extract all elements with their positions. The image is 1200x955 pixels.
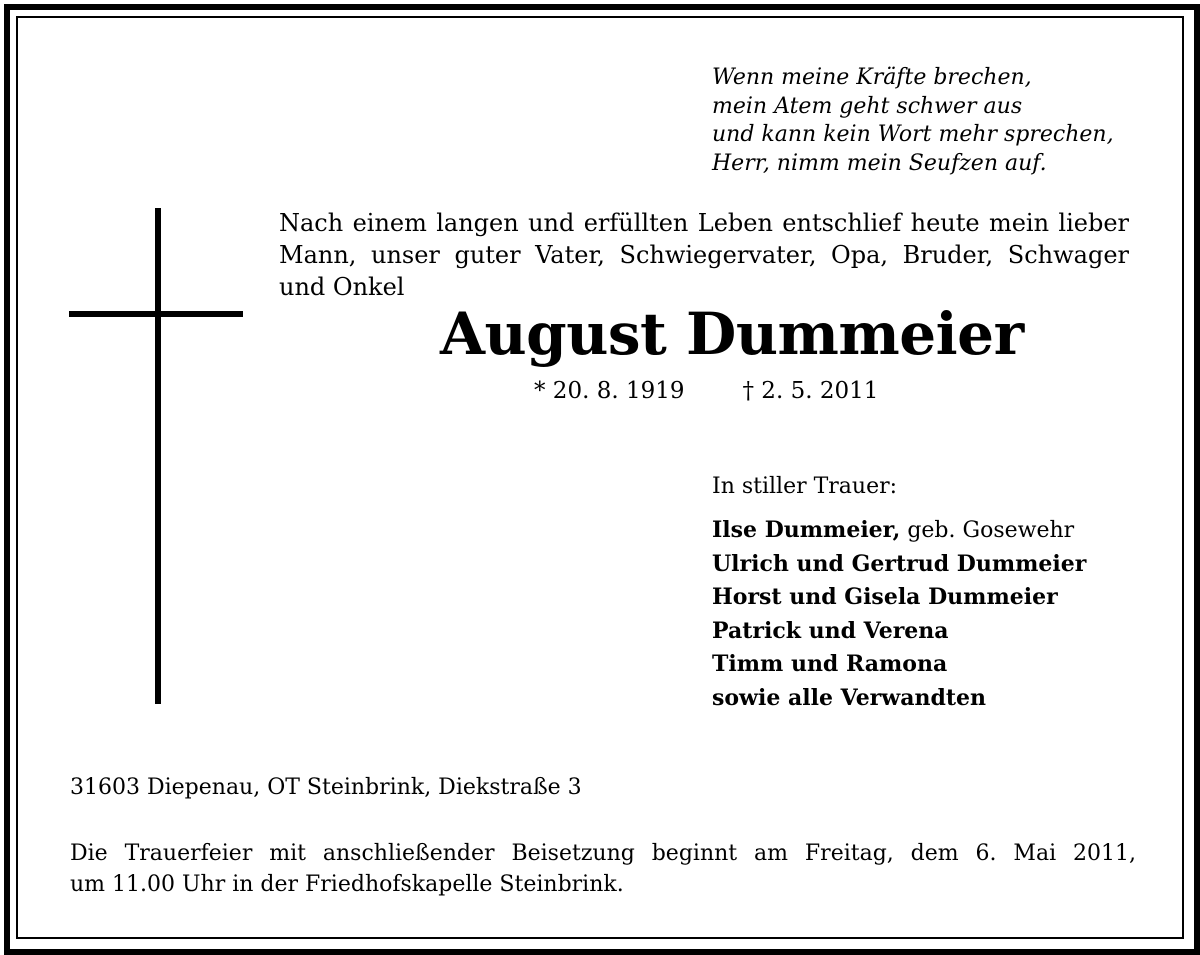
- mourner-name: Horst und Gisela Dummeier: [712, 584, 1058, 610]
- address: 31603 Diepenau, OT Steinbrink, Diekstraße 3: [70, 775, 582, 800]
- deceased-name: August Dummeier: [440, 300, 1024, 368]
- ceremony-line: um 11.00 Uhr in der Friedhofskapelle Steinbrink.: [70, 872, 624, 897]
- mourners-list: [712, 514, 1086, 715]
- mourner-line: [712, 514, 1086, 548]
- intro-text: Nach einem langen und erfüllten Leben entschlief heute mein lieber Mann, unser guter Vater, Schwiegervater, Opa, Bruder, Schwager und Onkel: [279, 209, 1129, 301]
- birth-date: * 20. 8. 1919: [534, 378, 685, 404]
- mourning-label: In stiller Trauer:: [712, 474, 898, 499]
- mourner-name: Ulrich und Gertrud Dummeier: [712, 550, 1087, 577]
- cross-vertical-bar: [155, 208, 161, 704]
- life-dates: [534, 378, 878, 404]
- mourner-name: Ilse Dummeier,: [712, 517, 901, 543]
- poem: [712, 64, 1114, 178]
- mourner-name: Timm und Ramona: [712, 651, 948, 677]
- poem-line: Herr, nimm mein Seufzen auf.: [712, 150, 1047, 176]
- poem-line: mein Atem geht schwer aus: [712, 93, 1023, 119]
- maiden-name: geb. Gosewehr: [907, 518, 1075, 543]
- poem-line: und kann kein Wort mehr sprechen,: [712, 122, 1114, 147]
- mourner-line: [712, 682, 1086, 716]
- death-date: † 2. 5. 2011: [742, 378, 879, 404]
- mourner-line: [712, 615, 1086, 649]
- poem-line: Wenn meine Kräfte brechen,: [712, 65, 1032, 90]
- ceremony-text: [70, 838, 1136, 900]
- ceremony-line: Die Trauerfeier mit anschließender Beisetzung beginnt am Freitag, dem 6. Mai 2011,: [70, 841, 1136, 866]
- mourner-line: [712, 548, 1086, 582]
- mourner-name: sowie alle Verwandten: [712, 684, 987, 711]
- cross-horizontal-bar: [69, 311, 243, 317]
- mourner-line: [712, 648, 1086, 682]
- mourner-line: [712, 581, 1086, 615]
- mourner-name: Patrick und Verena: [712, 617, 949, 644]
